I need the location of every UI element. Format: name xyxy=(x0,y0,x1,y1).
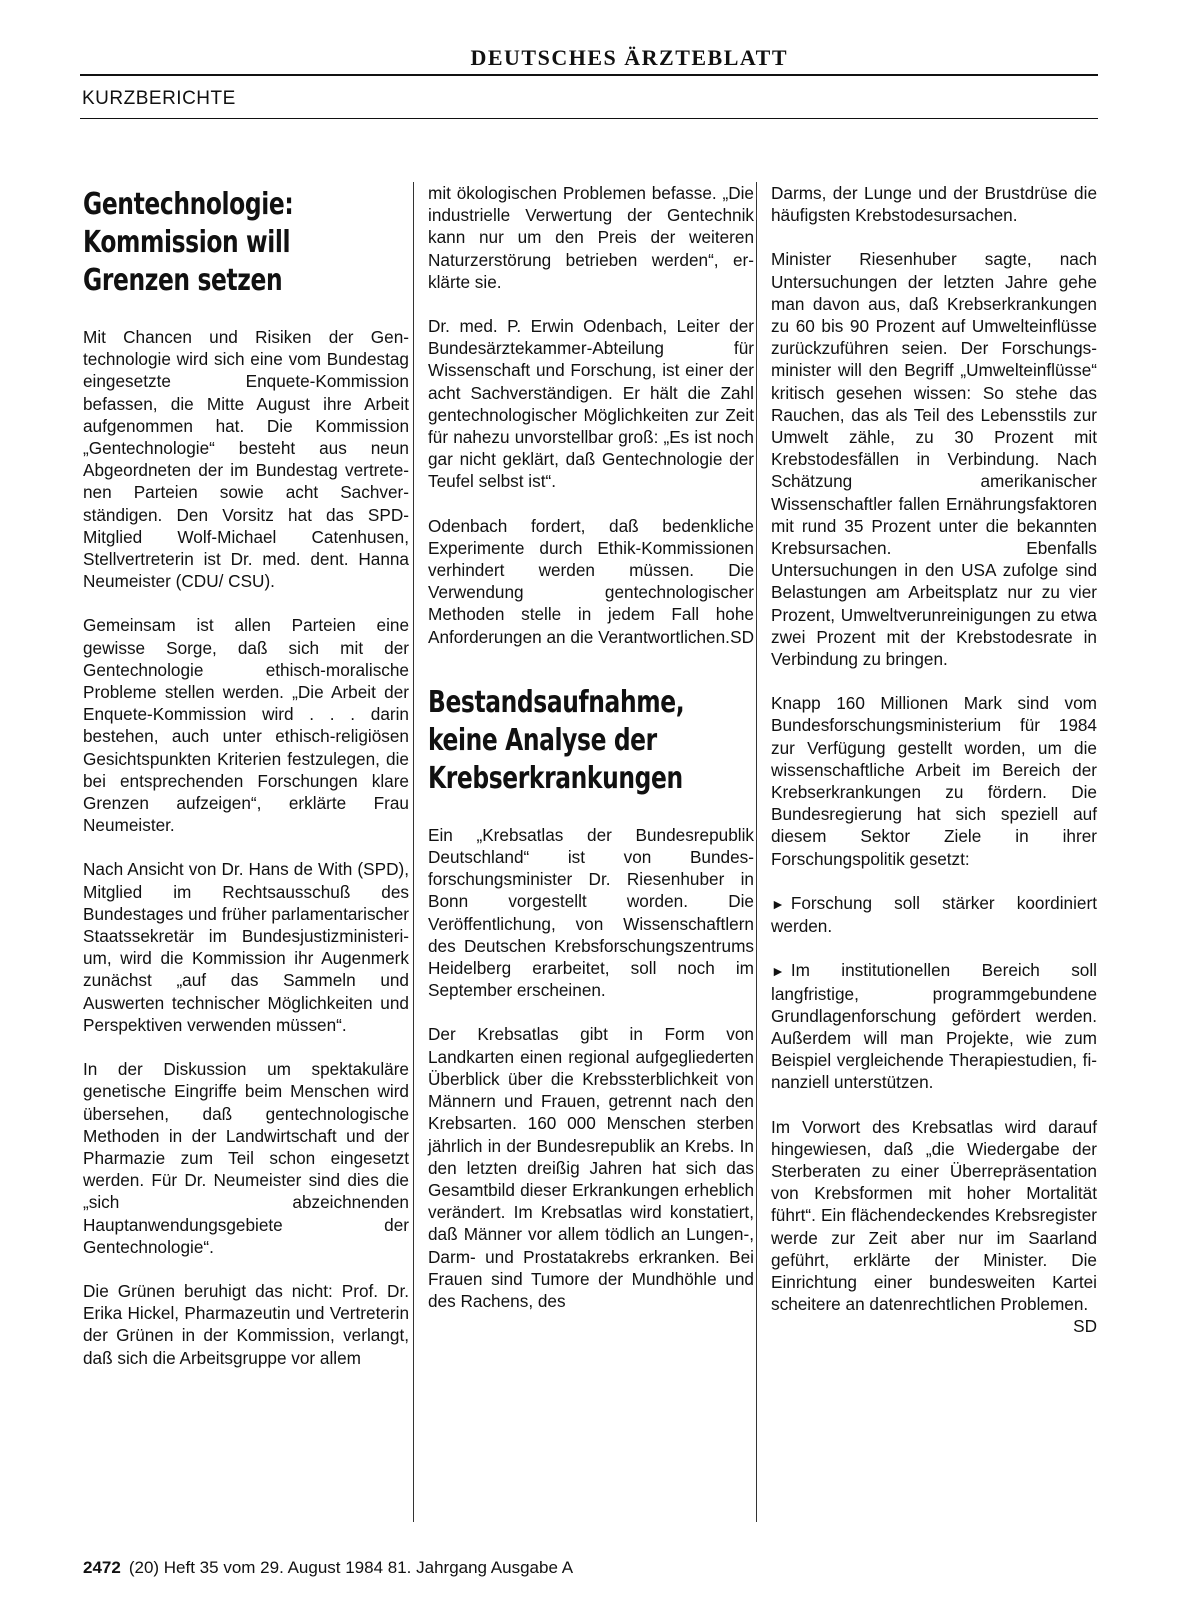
paragraph-text: Im Vorwort des Krebsatlas wird darauf hingewiesen, daß „die Wiedergabe der Sterberaten zu einer Überrepräsentation von Krebsformen mit hoher Mortalität führt“. Ein flächendeckendes Krebsregister werde zur Zeit aber nur im Saarland geführt, erklärte der Minister. Die Einrichtung einer bundesweiten Kartei scheitere an datenrechtlichen Problemen. xyxy=(771,1116,1097,1315)
masthead xyxy=(80,45,1098,71)
paragraph: Darms, der Lunge und der Brustdrüse die häufigsten Krebstodesursachen. xyxy=(771,183,1097,226)
page-footer xyxy=(83,1558,573,1578)
headline-line: Bestandsaufnahme, xyxy=(428,684,685,720)
paragraph: Nach Ansicht von Dr. Hans de With (SPD), Mitglied im Rechtsausschuß des Bundestages und früher parlamentarischer Staatssekretär im Bundesjustizministerium, wird die Kommission ihr Augenmerk zunächst „auf das Sammeln und Auswerten technischer Möglichkeiten und Perspektiven verwenden müssen“. xyxy=(83,859,409,1035)
headline-line: keine Analyse der xyxy=(428,722,657,758)
headline-line: Krebserkrankungen xyxy=(428,760,683,796)
headline-line: Kommission will xyxy=(83,225,291,260)
bullet-item xyxy=(771,892,1097,937)
column-3 xyxy=(771,182,1097,1338)
masthead-rule xyxy=(80,74,1098,76)
headline-line: Grenzen setzen xyxy=(83,263,283,298)
author-signature: SD xyxy=(1073,1316,1097,1337)
section-rule xyxy=(80,118,1098,119)
triangle-bullet-icon: ► xyxy=(771,963,785,980)
column-divider xyxy=(413,182,414,1522)
paragraph: Knapp 160 Millionen Mark sind vom Bundesforschungsministerium für 1984 zur Verfügung gestellt worden, um die wissenschaftliche Arbeit im Bereich der Krebserkrankungen zu fördern. Die Bundesregierung hat sich speziell auf diesem Sektor Ziele in ihrer Forschungspolitik gesetzt: xyxy=(771,693,1097,869)
article-1-headline xyxy=(83,186,414,300)
bullet-text: Im institutionellen Bereich soll langfristige, programmgebundene Grundlagenforschung gefördert werden. Außerdem will man Projekte, wie zum Beispiel vergleichende Therapiestudien, finanziell unterstützen. xyxy=(771,960,1097,1093)
paragraph-text: Odenbach fordert, daß bedenkliche Experimente durch Ethik-Kommissionen verhindert werden müssen. Die Verwendung gentechnologischer Methoden stelle in jedem Fall hohe Anforderungen an die Verantwortlichen. xyxy=(428,515,754,647)
paragraph: Der Krebsatlas gibt in Form von Landkarten einen regional aufgegliederten Überblick über die Krebssterblichkeit von Männern und Frauen, getrennt nach den Krebsarten. 160 000 Menschen sterben jährlich in der Bundesrepublik an Krebs. In den letzten dreißig Jahren hat sich das Gesamtbild dieser Erkrankungen erheblich verändert. Im Krebsatlas wird konstatiert, daß Männer vor allem tödlich an Lungen-, Darm- und Prostatakrebs erkranken. Bei Frauen sind Tumore der Mundhöhle und des Rachens, des xyxy=(428,1024,754,1311)
paragraph: Ein „Krebsatlas der Bundesrepublik Deutschland“ ist von Bundesforschungsminister Dr. Riesenhuber in Bonn vorgestellt worden. Die Veröffentlichung, von Wissenschaftlern des Deutschen Krebsforschungszentrums Heidelberg erarbeitet, soll noch im September erscheinen. xyxy=(428,824,754,1001)
column-1 xyxy=(83,186,409,1391)
page-number: 2472 xyxy=(83,1558,121,1577)
issue-info: (20) Heft 35 vom 29. August 1984 81. Jahrgang Ausgabe A xyxy=(128,1558,574,1577)
journal-title: DEUTSCHES ÄRZTEBLATT xyxy=(470,45,788,70)
column-2 xyxy=(428,182,754,1334)
paragraph: Dr. med. P. Erwin Odenbach, Leiter der Bundesärztekammer-Abteilung für Wissenschaft und Forschung, ist einer der acht Sachverständigen. Er hält die Zahl gentechnologischer Möglichkeiten zur Zeit für nahezu unvorstellbar groß: „Es ist noch gar nicht geklärt, daß Gentechnologie der Teufel selbst ist“. xyxy=(428,316,754,492)
paragraph: Gemeinsam ist allen Parteien eine gewisse Sorge, daß sich mit der Gentechnologie ethisch-moralische Probleme stellen werden. „Die Arbeit der Enquete-Kommission wird . . . darin bestehen, auch unter ethisch-religiösen Gesichtspunkten Kriterien festzulegen, die bei entsprechenden Forschungen klare Grenzen aufzeigen“, erklärte Frau Neumeister. xyxy=(83,615,409,836)
triangle-bullet-icon: ► xyxy=(771,895,785,912)
author-signature: SD xyxy=(730,626,754,647)
bullet-text: Forschung soll stärker koordiniert werden. xyxy=(771,892,1097,937)
paragraph: Die Grünen beruhigt das nicht: Prof. Dr. Erika Hickel, Pharmazeutin und Vertreterin der Grünen in der Kommission, verlangt, daß sich die Arbeitsgruppe vor allem xyxy=(83,1280,409,1368)
paragraph xyxy=(771,1116,1097,1337)
column-divider xyxy=(756,182,757,1522)
paragraph: In der Diskussion um spektakuläre genetische Eingriffe beim Menschen wird übersehen, daß gentechnologische Methoden in der Landwirtschaft und der Pharmazie zum Teil schon eingesetzt werden. Für Dr. Neumeister sind dies die „sich abzeichnenden Hauptanwendungsgebiete der Gentechnologie“. xyxy=(83,1059,409,1257)
paragraph: Minister Riesenhuber sagte, nach Untersuchungen der letzten Jahre gehe man davon aus, daß Krebserkrankungen zu 60 bis 90 Prozent auf Umwelteinflüsse zurückzuführen seien. Der Forschungsminister will den Begriff „Umwelteinflüsse“ kritisch gesehen wissen: So stehe das Rauchen, das als Teil des Lebensstils zur Umwelt zähle, zu 30 Prozent mit Krebstodesfällen in Verbindung. Nach Schätzung amerikanischer Wissenschaftler fallen Ernährungsfaktoren mit rund 35 Prozent unter die bekannten Krebsursachen. Ebenfalls Untersuchungen in den USA zufolge sind Belastungen am Arbeitsplatz nur zu vier Prozent, Umweltverunreinigungen zu etwa zwei Prozent mit der Krebstodesrate in Verbindung zu bringen. xyxy=(771,249,1097,670)
paragraph xyxy=(428,515,754,648)
bullet-item xyxy=(771,959,1097,1093)
headline-line: Gentechnologie: xyxy=(83,187,294,222)
article-2-headline xyxy=(428,684,759,798)
paragraph: Mit Chancen und Risiken der Gentechnologie wird sich eine vom Bundestag eingesetzte Enquete-Kommission befassen, die Mitte August ihre Arbeit aufgenommen hat. Die Kommission „Gentechnologie“ besteht aus neun Abgeordneten der im Bundestag vertretenen Parteien sowie acht Sachverständigen. Den Vorsitz hat das SPD-Mitglied Wolf-Michael Catenhusen, Stellvertreterin ist Dr. med. dent. Hanna Neumeister (CDU/ CSU). xyxy=(83,327,409,592)
section-label: KURZBERICHTE xyxy=(82,88,236,109)
paragraph: mit ökologischen Problemen befasse. „Die industrielle Verwertung der Gentechnik kann nur um den Preis der weiteren Naturzerstörung betrieben werden“, erklärte sie. xyxy=(428,183,754,292)
